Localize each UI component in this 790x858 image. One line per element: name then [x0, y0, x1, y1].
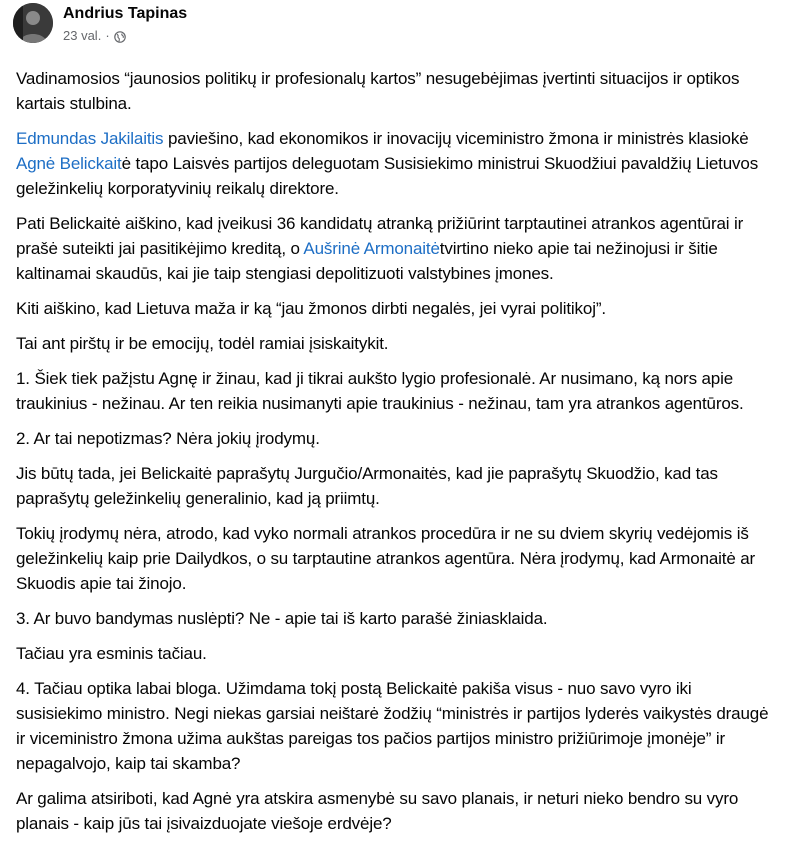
post-paragraph	[16, 606, 781, 631]
author-name[interactable]: Andrius Tapinas	[63, 5, 188, 22]
post-paragraph	[16, 331, 781, 356]
post-paragraph	[16, 366, 781, 416]
post-text: Pati Belickaitė aiškino, kad įveikusi 36 kandidatų atranką prižiūrint tarptautinei atrankos agentūrai ir prašė suteikti jai pasitikėjimo kreditą, o	[16, 214, 744, 258]
globe-icon[interactable]	[114, 30, 126, 42]
post-text: paviešino, kad ekonomikos ir inovacijų viceministro žmona ir ministrės klasiokė	[163, 129, 749, 148]
avatar[interactable]	[13, 3, 53, 43]
post-text: Tai ant pirštų ir be emocijų, todėl ramiai įsiskaitykit.	[16, 334, 389, 353]
post-paragraph	[16, 641, 781, 666]
post-header	[13, 2, 187, 48]
post-text: 2. Ar tai nepotizmas? Nėra jokių įrodymų.	[16, 429, 320, 448]
post-paragraph	[16, 211, 781, 286]
post-text: ė tapo Laisvės partijos deleguotam Susisiekimo ministrui Skuodžiui pavaldžių Lietuvos geležinkelių korporatyvinių reikalų direktore.	[16, 154, 759, 198]
post-paragraph	[16, 676, 781, 776]
separator-dot: ·	[105, 28, 110, 43]
post-timestamp[interactable]: 23 val.	[63, 28, 102, 43]
mention-link[interactable]: Aušrinė Armonaitė	[303, 239, 440, 258]
post-text: Jis būtų tada, jei Belickaitė paprašytų Jurgučio/Armonaitės, kad jie paprašytų Skuodžio, kad tas paprašytų geležinkelių generalinio, kad ją priimtų.	[16, 464, 718, 508]
post-text: Vadinamosios “jaunosios politikų ir profesionalų kartos” nesugebėjimas įvertinti situacijos ir optikos kartais stulbina.	[16, 69, 740, 113]
post-text: 1. Šiek tiek pažįstu Agnę ir žinau, kad ji tikrai aukšto lygio profesionalė. Ar nusimano, ką nors apie traukinius - nežinau. Ar ten reikia nusimanyti apie traukinius - nežinau, tam yra atrankos agentūros.	[16, 369, 744, 413]
post-text: Tačiau yra esminis tačiau.	[16, 644, 207, 663]
post-subline	[63, 27, 187, 45]
post-paragraph	[16, 296, 781, 321]
mention-link[interactable]: Agnė Belickait	[16, 154, 122, 173]
post-meta	[63, 2, 187, 45]
post-paragraph	[16, 461, 781, 511]
post-text: Kiti aiškino, kad Lietuva maža ir ką “jau žmonos dirbti negalės, jei vyrai politikoj”.	[16, 299, 606, 318]
post-text: 3. Ar buvo bandymas nuslėpti? Ne - apie tai iš karto parašė žiniasklaida.	[16, 609, 548, 628]
post-text: Tokių įrodymų nėra, atrodo, kad vyko normali atrankos procedūra ir ne su dviem skyrių vedėjomis iš geležinkelių kaip prie Dailydkos, o su tarptautine atrankos agentūra. Nėra įrodymų, kad Armonaitė ar Skuodis apie tai žinojo.	[16, 524, 756, 593]
post-body	[16, 66, 781, 846]
post-paragraph	[16, 521, 781, 596]
post-text: tvirtino nieko apie tai nežinojusi ir šitie kaltinamai skaudūs, kai jie taip stengiasi depolitizuoti valstybines įmones.	[16, 239, 718, 283]
post-paragraph	[16, 126, 781, 201]
post-text: Ar galima atsiriboti, kad Agnė yra atskira asmenybė su savo planais, ir neturi nieko bendro su vyro planais - kaip jūs tai įsivaizduojate viešoje erdvėje?	[16, 789, 739, 833]
mention-link[interactable]: Edmundas Jakilaitis	[16, 129, 164, 148]
post-paragraph	[16, 66, 781, 116]
post-text: 4. Tačiau optika labai bloga. Užimdama tokį postą Belickaitė pakiša visus - nuo savo vyro iki susisiekimo ministro. Negi niekas garsiai neištarė žodžių “ministrės ir partijos lyderės vaikystės draugė ir viceministro žmona užima aukštas pareigas tos pačios partijos ministro prižiūrimoje įmonėje” ir nepagalvojo, kaip tai skamba?	[16, 679, 769, 773]
post-paragraph	[16, 426, 781, 451]
post-paragraph	[16, 786, 781, 836]
